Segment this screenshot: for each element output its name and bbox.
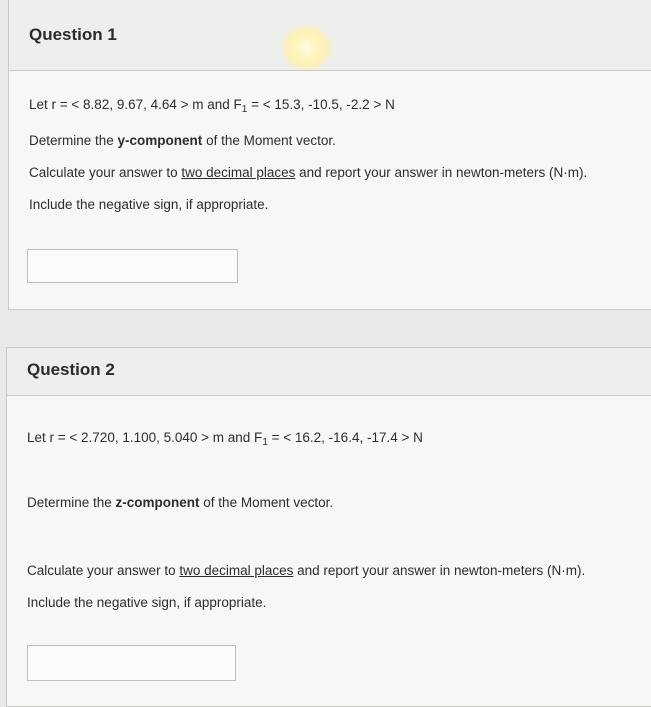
q2-determine-pre: Determine the	[27, 495, 116, 510]
question-1-header	[9, 0, 651, 71]
q2-calculate-pre: Calculate your answer to	[27, 563, 180, 578]
question-2-given	[27, 430, 423, 448]
q2-calculate-post: and report your answer in newton-meters (N·m).	[293, 563, 586, 578]
question-1-answer-input[interactable]	[27, 249, 238, 283]
q2-f-subscript: 1	[262, 437, 268, 448]
question-2-header	[7, 348, 651, 396]
q2-f-unit: N	[409, 430, 423, 445]
q1-f-eq: =	[247, 97, 263, 112]
q1-calculate-post: and report your answer in newton-meters (N·m).	[295, 165, 588, 180]
light-glare	[282, 26, 332, 70]
q2-f-vector: < 16.2, -16.4, -17.4 >	[283, 430, 410, 445]
question-2-determine	[27, 495, 333, 510]
q1-r-vector: < 8.82, 9.67, 4.64 >	[71, 97, 189, 112]
q1-f-unit: N	[381, 97, 395, 112]
q1-calculate-underline: two decimal places	[181, 165, 296, 180]
q1-f-vector: < 15.3, -10.5, -2.2 >	[262, 97, 382, 112]
q1-determine-post: of the Moment vector.	[202, 133, 336, 148]
q2-determine-post: of the Moment vector.	[199, 495, 334, 510]
question-1-include: Include the negative sign, if appropriate.	[29, 197, 269, 212]
question-2-card	[6, 347, 651, 707]
q1-given-prefix: Let r =	[29, 97, 72, 112]
question-2-answer-input[interactable]	[27, 645, 236, 681]
q2-given-prefix: Let r =	[27, 430, 70, 445]
q2-r-vector: < 2.720, 1.100, 5.040 >	[69, 430, 210, 445]
q2-r-unit: m and F	[209, 430, 263, 445]
question-2-calculate	[27, 563, 585, 578]
question-1-calculate	[29, 165, 587, 180]
q1-determine-pre: Determine the	[29, 133, 118, 148]
question-1-determine	[29, 133, 336, 148]
q2-calculate-underline: two decimal places	[179, 563, 294, 578]
question-1-given	[29, 97, 395, 115]
q1-determine-bold: y-component	[117, 133, 203, 148]
q2-determine-bold: z-component	[115, 495, 200, 510]
q1-f-subscript: 1	[241, 104, 248, 115]
question-2-include: Include the negative sign, if appropriate.	[27, 595, 267, 610]
question-1-title: Question 1	[29, 25, 117, 44]
q2-f-eq: =	[267, 430, 284, 445]
q1-r-unit: m and F	[188, 97, 242, 112]
q1-calculate-pre: Calculate your answer to	[29, 165, 182, 180]
question-2-title: Question 2	[27, 360, 115, 379]
